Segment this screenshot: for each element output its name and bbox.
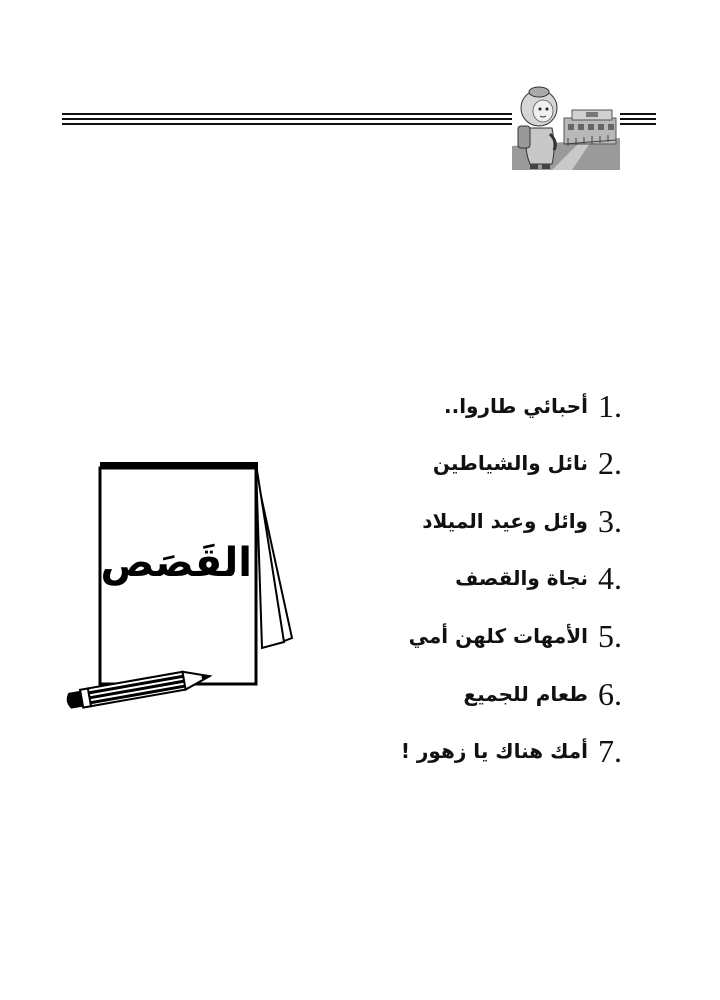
toc-item-number: 2. [598, 444, 622, 481]
toc-item-title: نائل والشياطين [432, 451, 588, 475]
toc-item-title: أمك هناك يا زهور ! [400, 739, 588, 763]
header-rule-left [62, 113, 512, 125]
toc-item-number: 1. [598, 387, 622, 424]
toc-item-title: نجاة والقصف [455, 566, 588, 590]
toc-item-title: أحبائي طاروا.. [444, 394, 588, 418]
toc-item-5 [409, 616, 638, 656]
toc-item-title: وائل وعيد الميلاد [422, 509, 588, 533]
toc-item-2 [433, 443, 638, 483]
section-title: القَصَص [100, 540, 252, 586]
toc-item-3 [422, 501, 638, 541]
toc-item-1 [444, 386, 638, 426]
toc-item-7 [401, 731, 638, 771]
toc-item-title: طعام للجميع [463, 682, 588, 706]
toc-item-number: 3. [598, 502, 622, 539]
child-school-illustration-icon [512, 78, 620, 170]
toc-item-number: 4. [598, 559, 622, 596]
toc-item-6 [463, 674, 638, 714]
toc-item-number: 7. [598, 732, 622, 769]
toc-item-number: 5. [598, 617, 622, 654]
toc-item-4 [455, 558, 638, 598]
toc-item-title: الأمهات كلهن أمي [408, 624, 588, 648]
toc-item-number: 6. [598, 675, 622, 712]
header-rule-right [620, 113, 656, 125]
